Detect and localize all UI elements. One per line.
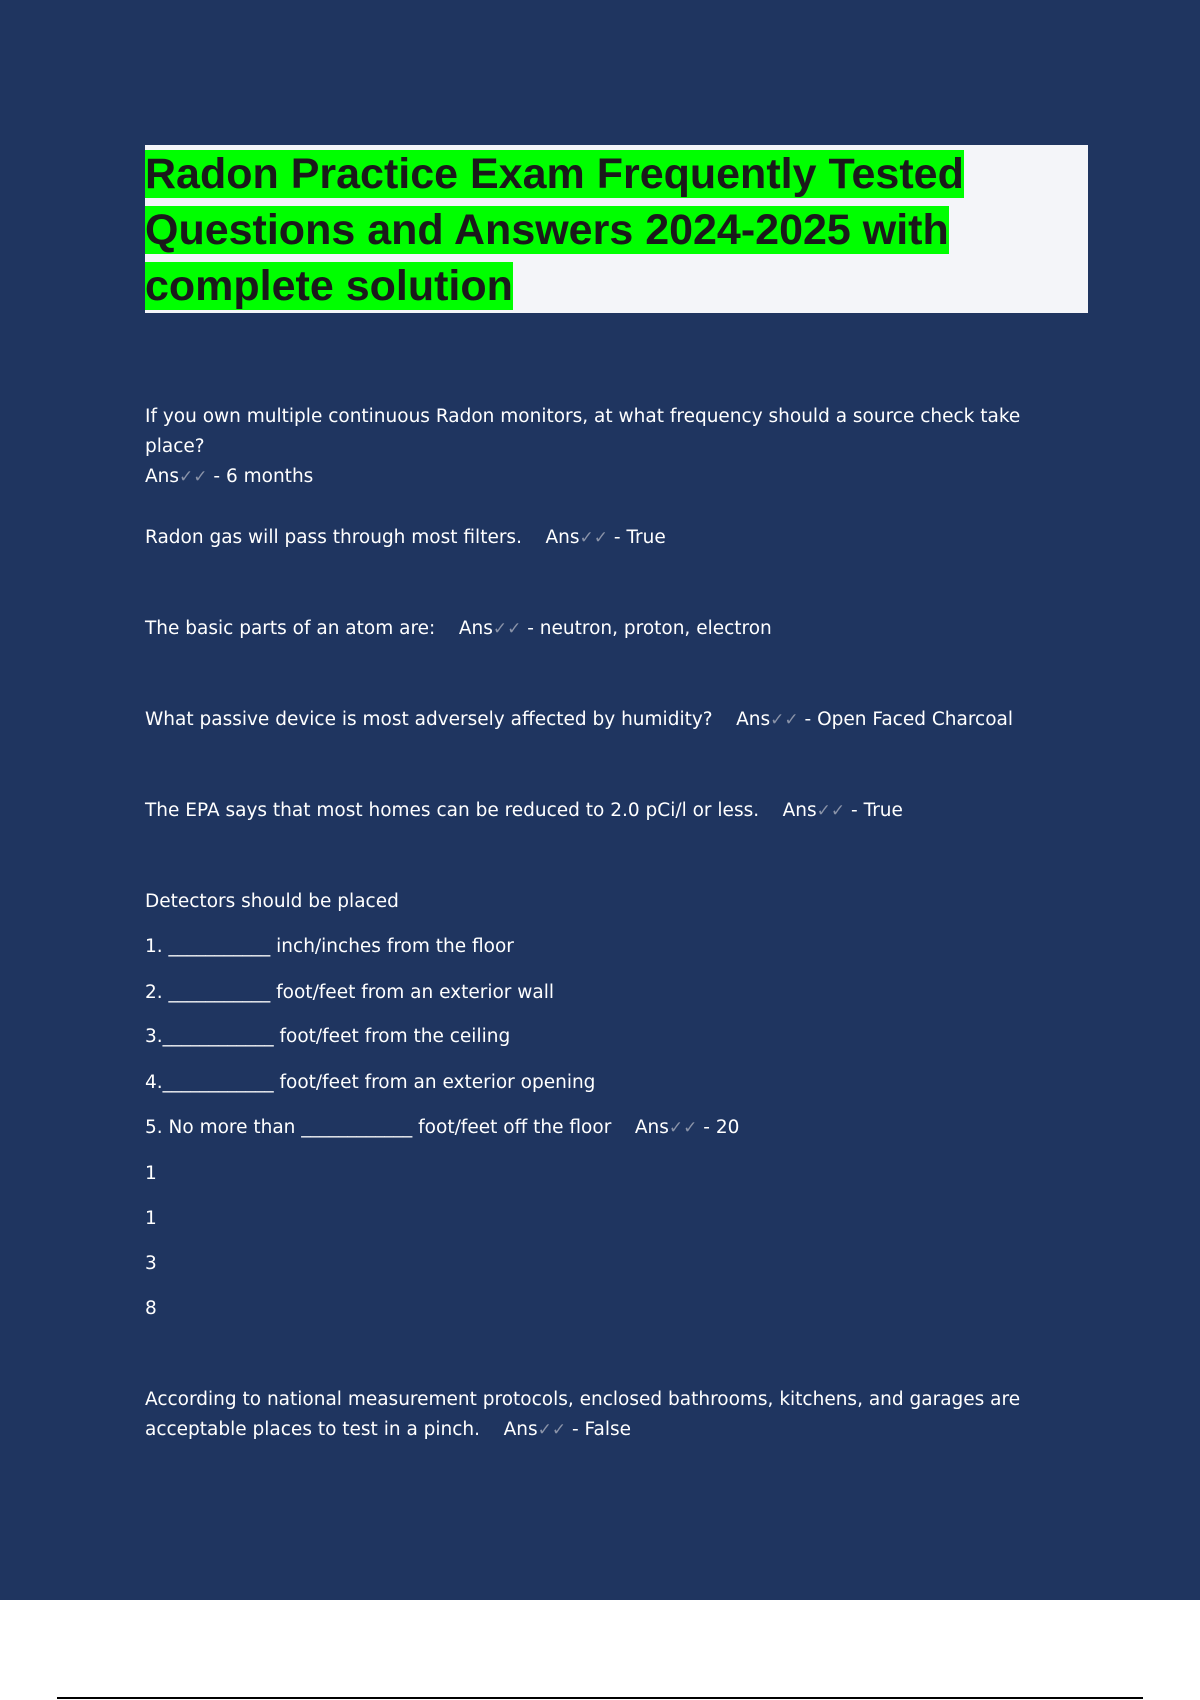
list-item: 3.____________ foot/feet from the ceiling — [145, 1026, 511, 1047]
answer-text: True — [863, 800, 903, 821]
answer-label: Ans — [782, 800, 817, 821]
answer-value: 1 — [145, 1163, 157, 1184]
qa-item: The EPA says that most homes can be reduced to 2.0 pCi/l or less. Ans✓✓ - True — [145, 800, 903, 821]
question-text: The EPA says that most homes can be reduced to 2.0 pCi/l or less. — [145, 800, 760, 821]
list-item: 1. ___________ inch/inches from the floor — [145, 936, 514, 957]
answer-text: False — [584, 1419, 631, 1440]
check-icon: ✓✓ — [668, 1118, 698, 1138]
answer-value: 8 — [145, 1298, 157, 1319]
check-icon: ✓✓ — [579, 528, 609, 548]
question-text: What passive device is most adversely affected by humidity? — [145, 709, 713, 730]
answer-label: Ans — [145, 466, 180, 487]
question-text: Radon gas will pass through most filters. — [145, 527, 522, 548]
page-bottom-rule — [57, 1697, 1143, 1699]
check-icon: ✓✓ — [492, 619, 522, 639]
answer-text: 6 months — [225, 466, 314, 487]
question-text: If you own multiple continuous Radon monitors, at what frequency should a source check take place? — [145, 406, 1021, 457]
check-icon: ✓✓ — [179, 467, 208, 487]
qa-item: Radon gas will pass through most filters. Ans✓✓ - True — [145, 527, 666, 548]
answer-text: 20 — [715, 1117, 740, 1138]
list-item: 4.____________ foot/feet from an exterior opening — [145, 1072, 596, 1093]
document-title — [145, 146, 1065, 314]
list-item: 2. ___________ foot/feet from an exterior wall — [145, 982, 555, 1003]
detectors-heading: Detectors should be placed — [145, 891, 399, 912]
list-item: 5. No more than ____________ foot/feet off the floor Ans✓✓ - 20 — [145, 1117, 740, 1138]
question-text: According to national measurement protocols, enclosed bathrooms, kitchens, and garages are acceptable places to test in a pinch. — [145, 1389, 1021, 1440]
qa-item: The basic parts of an atom are: Ans✓✓ - neutron, proton, electron — [145, 618, 772, 639]
title-highlight: Radon Practice Exam Frequently Tested Questions and Answers 2024-2025 with complete solution — [145, 150, 964, 310]
answer-label: Ans — [545, 527, 580, 548]
answer-text: neutron, proton, electron — [539, 618, 772, 639]
qa-item: What passive device is most adversely affected by humidity? Ans✓✓ - Open Faced Charcoal — [145, 709, 1014, 730]
answer-label: Ans — [736, 709, 771, 730]
answer-label: Ans — [503, 1419, 538, 1440]
answer-label: Ans — [458, 618, 493, 639]
check-icon: ✓✓ — [537, 1420, 567, 1440]
answer-label: Ans — [634, 1117, 669, 1138]
qa-item: If you own multiple continuous Radon monitors, at what frequency should a source check take place? Ans✓✓ - 6 months — [145, 406, 1021, 487]
answer-value: 3 — [145, 1253, 157, 1274]
answer-value: 1 — [145, 1208, 157, 1229]
qa-item: According to national measurement protocols, enclosed bathrooms, kitchens, and garages are acceptable places to test in a pinch. Ans✓✓ - False — [145, 1389, 1021, 1440]
check-icon: ✓✓ — [816, 801, 846, 821]
check-icon: ✓✓ — [770, 710, 799, 730]
question-text: The basic parts of an atom are: — [145, 618, 436, 639]
answer-text: True — [626, 527, 666, 548]
answer-text: Open Faced Charcoal — [817, 709, 1014, 730]
